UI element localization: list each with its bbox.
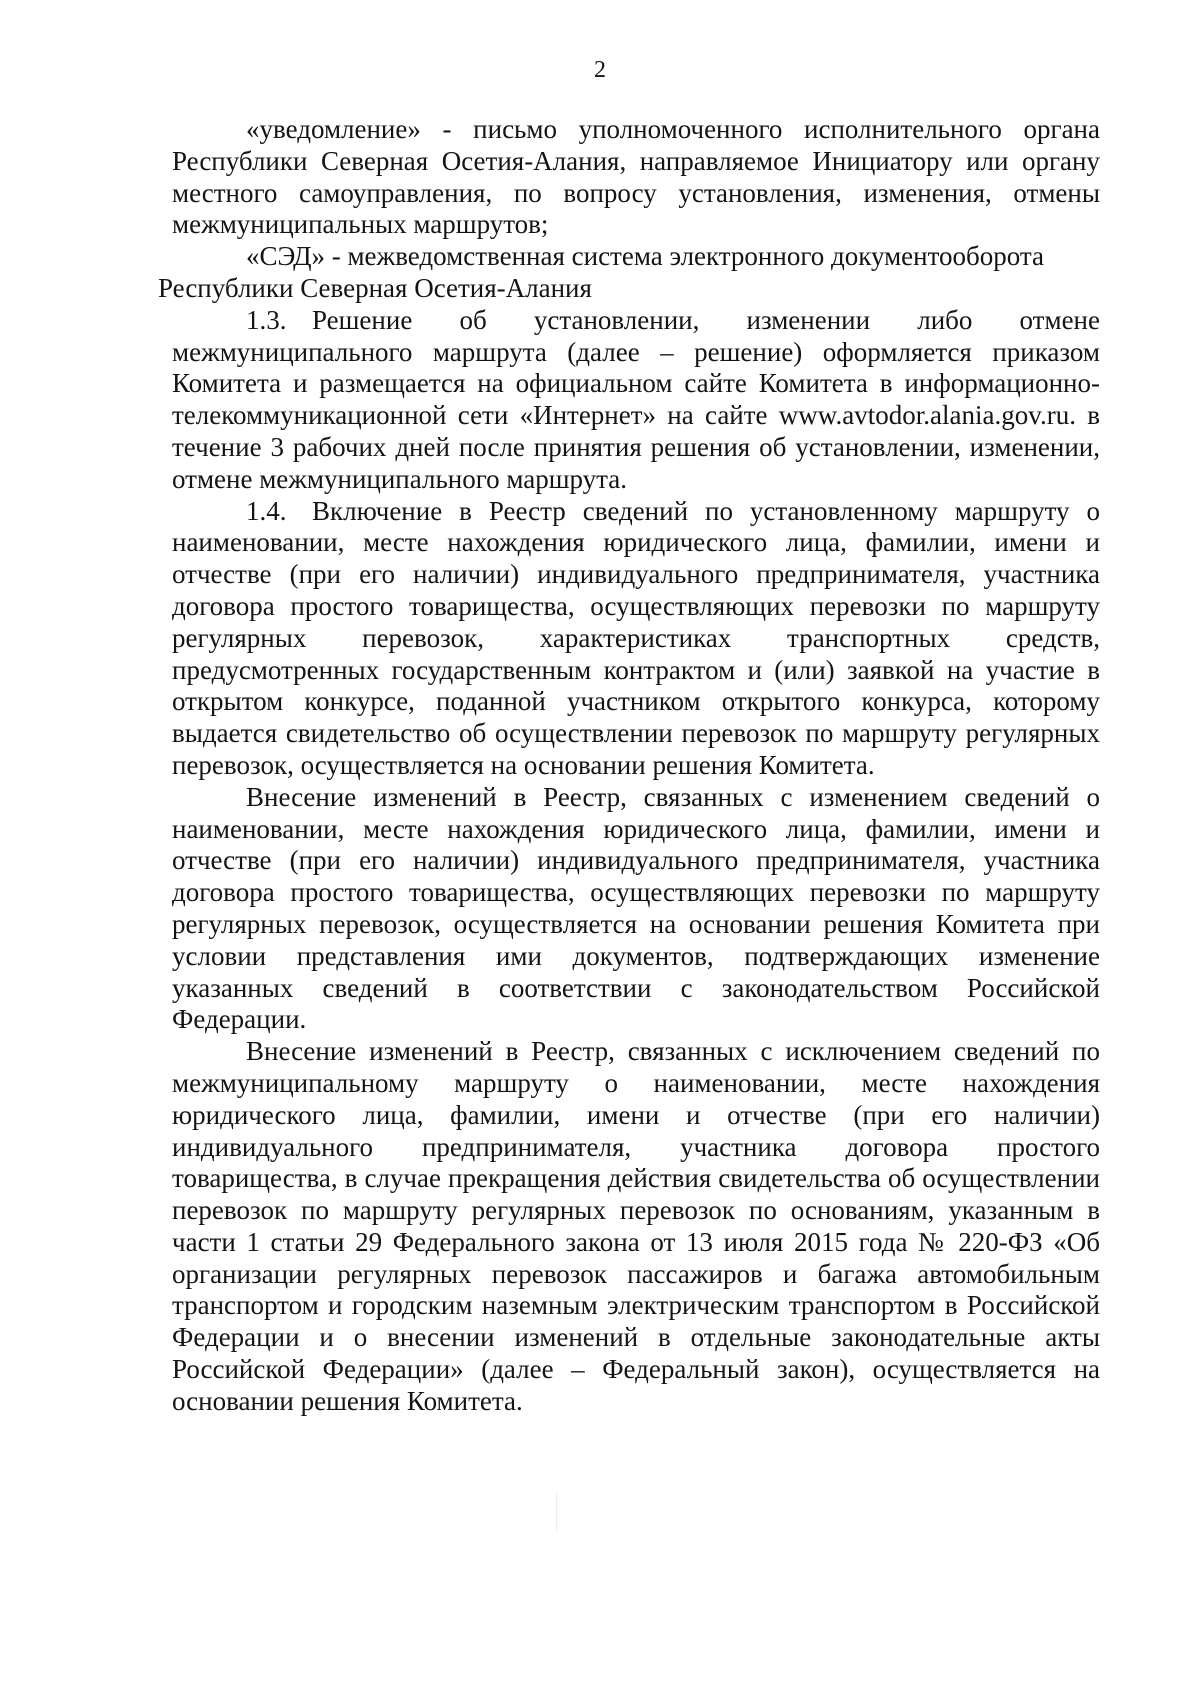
page-number: 2 bbox=[594, 57, 606, 83]
scan-artifact bbox=[556, 1492, 557, 1532]
paragraph-sed-definition-continuation: Республики Северная Осетия-Алания bbox=[158, 272, 592, 303]
paragraph-registry-exclusion: Внесение изменений в Реестр, связанных с исключением сведений по межмуниципальному маршруту о наименовании, месте нахождения юридического лица, фамилии, имени и отчестве (при его наличии) индивидуального предпринимателя, участника договора простого товарищества, в случае прекращения действия свидетельства об осуществлении перевозок по маршруту регулярных перевозок по основаниям, указанным в части 1 статьи 29 Федерального закона от 13 июля 2015 года № 220-ФЗ «Об организации регулярных перевозок пассажиров и багажа автомобильным транспортом и городским наземным электрическим транспортом в Российской Федерации и о внесении изменений в отдельные законодательные акты Российской Федерации» (далее – Федеральный закон), осуществляется на основании решения Комитета. bbox=[172, 1036, 1100, 1416]
paragraph-registry-changes: Внесение изменений в Реестр, связанных с изменением сведений о наименовании, месте нахождения юридического лица, фамилии, имени и отчестве (при его наличии) индивидуального предпринимателя, участника договора простого товарищества, осуществляющих перевозки по маршруту регулярных перевозок, осуществляется на основании решения Комитета при условии представления ими документов, подтверждающих изменение указанных сведений в соответствии с законодательством Российской Федерации. bbox=[172, 781, 1100, 1035]
paragraph-clause-1-3 bbox=[172, 305, 1100, 496]
paragraph-notification-definition: «уведомление» - письмо уполномоченного исполнительного органа Республики Северная Осетия-Алания, направляемое Инициатору или органу местного самоуправления, по вопросу установления, изменения, отмены межмуниципальных маршрутов; bbox=[172, 114, 1100, 240]
clause-text: Включение в Реестр сведений по установленному маршруту о наименовании, месте нахождения юридического лица, фамилии, имени и отчестве (при его наличии) индивидуального предпринимателя, участника договора простого товарищества, осуществляющих перевозки по маршруту регулярных перевозок, характеристиках транспортных средств, предусмотренных государственным контрактом и (или) заявкой на участие в открытом конкурсе, поданной участником открытого конкурса, которому выдается свидетельство об осуществлении перевозок по маршруту регулярных перевозок, осуществляется на основании решения Комитета. bbox=[172, 495, 1100, 780]
clause-number: 1.4. bbox=[246, 495, 287, 526]
paragraph-clause-1-4 bbox=[172, 496, 1100, 782]
paragraph-sed-definition: «СЭД» - межведомственная система электронного документооборота bbox=[246, 241, 1045, 272]
clause-number: 1.3. bbox=[246, 304, 287, 335]
clause-text: Решение об установлении, изменении либо отмене межмуниципального маршрута (далее – решение) оформляется приказом Комитета и размещается на официальном сайте Комитета в информационно-телекоммуникационной сети «Интернет» на сайте www.avtodor.alania.gov.ru. в течение 3 рабочих дней после принятия решения об установлении, изменении, отмене межмуниципального маршрута. bbox=[172, 304, 1100, 494]
document-body bbox=[158, 114, 1100, 1418]
